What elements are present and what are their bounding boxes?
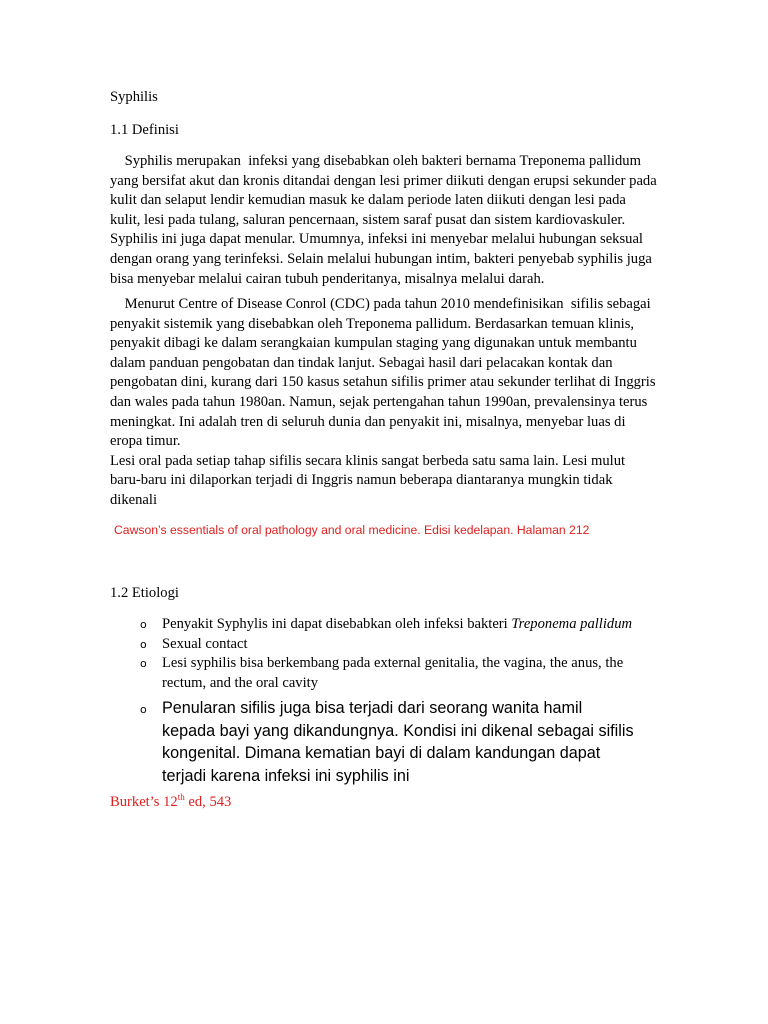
paragraph-line: penyakit dibagi ke dalam serangkaian kumpulan staging yang digunakan untuk membantu	[110, 335, 637, 352]
list-item	[140, 615, 680, 635]
document-title: Syphilis	[110, 89, 158, 105]
list-item-text: Sexual contact	[162, 635, 248, 652]
list-item-text: kongenital. Dimana kematian bayi di dalam kandungan dapat	[162, 744, 601, 763]
list-item	[140, 654, 680, 693]
section-heading-definisi: 1.1 Definisi	[110, 122, 179, 138]
list-item-text: Penyakit Syphylis ini dapat disebabkan oleh infeksi bakteri	[162, 616, 512, 632]
paragraph-line: dikenali	[110, 491, 158, 508]
paragraph-line: dengan orang yang terinfeksi. Selain melalui hubungan intim, bakteri penyebab syphilis juga	[110, 250, 652, 267]
paragraph-line: Menurut Centre of Disease Conrol (CDC) pada tahun 2010 mendefinisikan sifilis sebagai	[110, 296, 651, 312]
list-item-text: terjadi karena infeksi ini syphilis ini	[162, 766, 410, 785]
reference-burket-suffix: ed, 543	[184, 794, 232, 810]
bullet-circle-icon: o	[140, 618, 147, 631]
paragraph-line: dalam panduan pengobatan dan tindak lanjut. Sebagai hasil dari pelacakan kontak dan	[110, 354, 613, 371]
paragraph-line: Syphilis ini juga dapat menular. Umumnya, infeksi ini menyebar melalui hubungan seksual	[110, 231, 643, 248]
reference-burket-prefix: Burket’s 12	[110, 794, 178, 810]
paragraph-line: pengobatan dini, kurang dari 150 kasus setahun sifilis primer atau sekunder terlihat di Inggris	[110, 374, 656, 391]
list-item-italic: Treponema pallidum	[511, 616, 633, 632]
list-item	[140, 635, 680, 655]
etiologi-bullet-list	[140, 615, 680, 787]
reference-cawson: Cawson’s essentials of oral pathology and oral medicine. Edisi kedelapan. Halaman 212	[114, 523, 590, 537]
bullet-circle-icon: o	[140, 703, 147, 717]
list-item-text: Lesi syphilis bisa berkembang pada external genitalia, the vagina, the anus, the	[162, 655, 624, 672]
bullet-circle-icon: o	[140, 637, 147, 651]
paragraph-line: bisa menyebar melalui cairan tubuh penderitanya, misalnya melalui darah.	[110, 270, 545, 287]
paragraph-line: baru-baru ini dilaporkan terjadi di Inggris namun beberapa diantaranya mungkin tidak	[110, 472, 613, 489]
paragraph-line: Syphilis merupakan infeksi yang disebabkan oleh bakteri bernama Treponema pallidum	[110, 153, 641, 169]
section-heading-etiologi: 1.2 Etiologi	[110, 585, 179, 601]
reference-burket-sup: th	[177, 792, 185, 803]
paragraph-line: kulit, lesi pada tulang, saluran pencernaan, sistem saraf pusat dan sistem kardiovaskuler.	[110, 211, 626, 228]
paragraph-line: meningkat. Ini adalah tren di seluruh dunia dan penyakit ini, misalnya, menyebar luas di	[110, 413, 626, 430]
list-item-text: Penularan sifilis juga bisa terjadi dari seorang wanita hamil	[162, 699, 583, 718]
list-item-text: kepada bayi yang dikandungnya. Kondisi ini dikenal sebagai sifilis	[162, 721, 634, 740]
paragraph-line: kulit dan selaput lendir kemudian masuk ke dalam periode laten diikuti dengan lesi pada	[110, 192, 626, 209]
paragraph-line: penyakit sistemik yang disebabkan oleh Treponema pallidum. Berdasarkan temuan klinis,	[110, 315, 635, 332]
paragraph-definisi-2	[110, 295, 670, 511]
paragraph-line: yang bersifat akut dan kronis ditandai dengan lesi primer diikuti dengan erupsi sekunder pada	[110, 172, 657, 189]
list-item-text: rectum, and the oral cavity	[162, 674, 319, 691]
paragraph-line: dan wales pada tahun 1980an. Namun, sejak pertengahan tahun 1990an, prevalensinya terus	[110, 393, 648, 410]
paragraph-line: Lesi oral pada setiap tahap sifilis secara klinis sangat berbeda satu sama lain. Lesi mulut	[110, 452, 626, 469]
list-item	[140, 697, 680, 787]
paragraph-definisi-1	[110, 152, 670, 289]
bullet-circle-icon: o	[140, 657, 147, 671]
reference-burket	[110, 794, 231, 811]
paragraph-line: eropa timur.	[110, 433, 181, 450]
